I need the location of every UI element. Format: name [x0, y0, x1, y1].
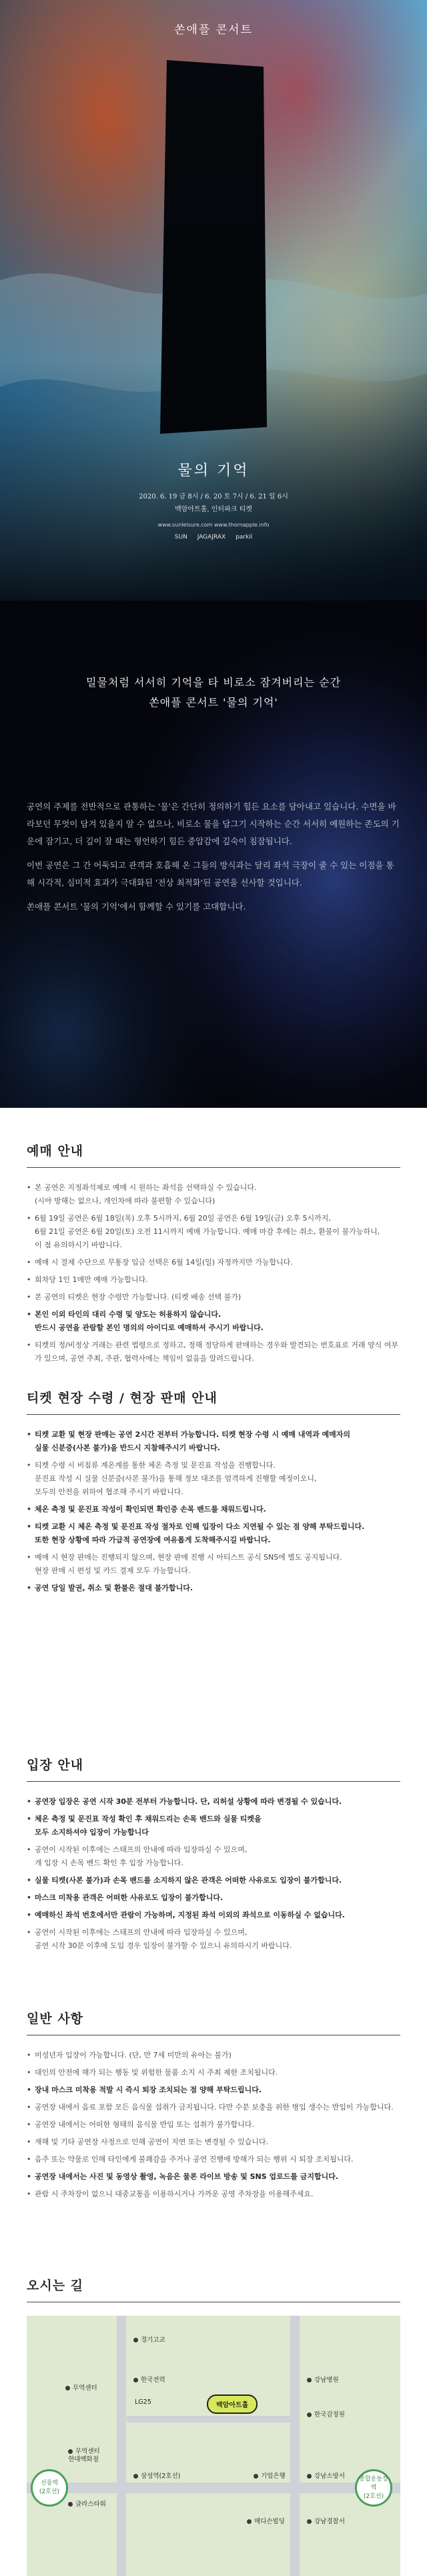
- road-side: [127, 2416, 290, 2423]
- concert-poster: [0, 0, 427, 601]
- landmark-dot-icon: [307, 2378, 312, 2382]
- landmark-dot-icon: [307, 2519, 312, 2524]
- landmark-dot-icon: [307, 2412, 312, 2417]
- reservation-list: [27, 1181, 400, 1365]
- section-title: 입장 안내: [27, 1758, 84, 1773]
- intro-paragraph: 이번 공연은 그 간 어둑되고 관객과 호흡해 온 그들의 방식과는 달리 좌석 극장이 줄 수 있는 이점을 통해 시각적, 심미적 효과가 극대화된 '전상 최적화'된 공연을 선사할 것입니다.: [27, 860, 394, 888]
- intro-paragraph: 공연의 주제를 전반적으로 관통하는 '물'은 간단히 정의하기 힘든 요소를 담아내고 있습니다. 수면을 바라보던 무엇이 담겨 있을지 알 수 없으나, 비로소 물을 담그기 시작하는 순간 서서히 예원하는 존도의 기운에 잠기고, 더 깊이 잘 때는 형언하기 힘든 중압감에 깊숙이 침잠됩니다.: [27, 801, 400, 846]
- intro-headline-line: 쏜애플 콘서트 '물의 기억': [149, 696, 278, 709]
- ticket-section: [0, 1368, 427, 1728]
- notice-item: • 티켓 수령 시 비침류 계온계를 통한 체온 측정 및 문진표 작성을 진행합니다. 문진표 작성 시 실물 신분증(사본 불가)을 통해 정보 대조를 엄격하게 진행할 예정이오니, 모두의 안전을 위하여 협조해 주시기 바랍니다.: [27, 1459, 400, 1499]
- notice-item: • 회차당 1인 1매만 예매 가능합니다.: [27, 1273, 400, 1287]
- entry-list: [27, 1795, 400, 1953]
- map-landmark: 무역센터: [65, 2382, 97, 2392]
- map-landmark: 무역센터 현대백화점: [68, 2448, 100, 2463]
- notice-item: • 공연이 시작된 이후에는 스태프의 안내에 따라 입장하실 수 있으며, 개 입장 시 손목 밴드 확인 후 입장 가능합니다.: [27, 1843, 400, 1870]
- notice-item: • 미성년자 입장이 가능합니다. (단, 만 7세 미만의 유아는 불가): [27, 2049, 400, 2062]
- map-landmark: 강남경찰서: [307, 2516, 345, 2525]
- intro-body: [27, 798, 400, 916]
- landmark-dot-icon: [133, 2474, 138, 2479]
- section-divider: [27, 1781, 400, 1782]
- map-landmark: 한국감정원: [307, 2409, 345, 2419]
- section-title: 일반 사항: [27, 2011, 84, 2026]
- notice-item: • 예매 시 결제 수단으로 무통장 입금 선택은 6월 14일(일) 자정까지만 가능합니다.: [27, 1256, 400, 1269]
- sponsor-logos: [0, 534, 427, 541]
- landmark-dot-icon: [68, 2502, 73, 2507]
- landmark-dot-icon: [133, 2338, 138, 2342]
- map-landmark: 메디슨빌딩: [247, 2516, 285, 2525]
- notice-item: • 공연장 내에서 음료 포함 모든 음식물 섭취가 금지됩니다. 다만 수분 보충을 위한 병입 생수는 반입이 가능합니다.: [27, 2101, 400, 2114]
- notice-item: • 공연장 내에서는 어떠한 형태의 음식물 반입 또는 섭취가 불가합니다.: [27, 2118, 400, 2132]
- landmark-dot-icon: [133, 2378, 138, 2382]
- sports-complex-station-marker[interactable]: 종합운동장역 (2호선): [355, 2469, 392, 2507]
- general-section: [0, 1982, 427, 2256]
- notice-item: • 실물 티켓(사본 불가)과 손목 밴드를 소지하지 않은 관객은 어떠한 사유로도 입장이 불가합니다.: [27, 1874, 400, 1887]
- section-title: 티켓 현장 수령 / 현장 판매 안내: [27, 1391, 218, 1405]
- sponsor-logo: parkil: [236, 534, 253, 541]
- notice-item: • 공연장 입장은 공연 시작 30분 전부터 가능합니다. 단, 리허설 상황에 따라 변경될 수 있습니다.: [27, 1795, 400, 1809]
- landmark-dot-icon: [254, 2474, 258, 2479]
- sponsor-logo: JAGAJRAX: [197, 534, 226, 541]
- notice-item: • 재해 및 기타 공연장 사정으로 인해 공연이 지연 또는 변경될 수 있습니다.: [27, 2136, 400, 2149]
- notice-item: • 티켓의 정/비정상 거래는 관련 법령으로 정하고, 정해 정당하게 판매하는 경우와 발견되는 번호표로 거래 양식 여부가 있으며, 공연 주최, 주관, 협력사에는 책임이 없음을 알려드립니다.: [27, 1339, 400, 1365]
- landmark-dot-icon: [307, 2474, 312, 2479]
- section-title: 예매 안내: [27, 1144, 84, 1159]
- section-title: 오시는 길: [27, 2278, 84, 2293]
- notice-item: • 음주 또는 약물로 인해 타인에게 불쾌감을 주거나 공연 진행에 방해가 되는 행위 시 퇴장 조치됩니다.: [27, 2153, 400, 2166]
- notice-item: • 본 공연은 지정좌석제로 예매 시 원하는 좌석을 선택하실 수 있습니다. (시야 방해는 없으나, 개인차에 따라 불편할 수 있습니다): [27, 1181, 400, 1208]
- map-landmark: 삼성역(2호선): [133, 2471, 180, 2480]
- landmark-dot-icon: [247, 2519, 252, 2524]
- intro-paragraph: 쏜애플 콘서트 '물의 기억'에서 함께할 수 있기를 고대합니다.: [27, 902, 246, 912]
- poster-venue: 백암아트홀, 인터파크 티켓: [175, 506, 252, 513]
- poster-header-title: 쏜애플 콘서트: [174, 23, 253, 37]
- landmark-dot-icon: [68, 2449, 73, 2454]
- intro-headline-line: 밀물처럼 서서히 기억을 타 비로소 잠겨버리는 순간: [85, 676, 342, 689]
- map-landmark: 경기고교: [133, 2334, 165, 2344]
- map-landmark: 기업은행: [254, 2471, 286, 2480]
- sponsor-logo: SUN: [174, 534, 187, 541]
- notice-item: • 체온 측정 및 문진표 작성 확인 후 채워드리는 손목 밴드와 실물 티켓을 모두 소지하셔야 입장이 가능합니다: [27, 1813, 400, 1839]
- map-landmark: LG25: [135, 2398, 151, 2406]
- road-main: [27, 2483, 400, 2493]
- notice-item: • 예매하신 좌석 번호에서만 관람이 가능하며, 지정된 좌석 이외의 좌석으로 이동하실 수 없습니다.: [27, 1909, 400, 1922]
- intro-headline: [0, 673, 427, 713]
- notice-item: • 마스크 미착용 관객은 어떠한 사유로도 입장이 불가합니다.: [27, 1891, 400, 1905]
- notice-item: • 대인의 안전에 해가 되는 행동 및 위험한 물품 소지 시 주최 제한 조치됩니다.: [27, 2066, 400, 2079]
- directions-section: [0, 2256, 427, 2576]
- venue-marker[interactable]: 백암아트홀: [207, 2394, 258, 2414]
- notice-item: • 공연 당일 발권, 취소 및 환불은 절대 불가합니다.: [27, 1582, 400, 1595]
- notice-item: • 공연장 내에서는 사진 및 동영상 촬영, 녹음은 물론 라이브 방송 및 SNS 업로드를 금지합니다.: [27, 2170, 400, 2184]
- landmark-dot-icon: [65, 2386, 70, 2390]
- directions-map[interactable]: [27, 2316, 400, 2576]
- seolleung-station-marker[interactable]: 선릉역 (2호선): [31, 2469, 68, 2507]
- notice-item: • 본인 이외 타인의 대리 수령 및 양도는 허용하지 않습니다. 반드시 공연을 관람할 본인 명의의 아이디로 예매하셔 주시기 바랍니다.: [27, 1308, 400, 1335]
- general-list: [27, 2049, 400, 2201]
- poster-credits: www.sunleisure.com www.thornapple.info: [157, 522, 270, 528]
- notice-item: • 티켓 교환 시 체온 측정 및 문진표 작성 절차로 인해 입장이 다소 지연될 수 있는 점 양해 부탁드립니다. 또한 현장 상황에 따라 가급적 공연장에 여유롭게 도착해주시길 바랍니다.: [27, 1520, 400, 1547]
- notice-item: • 본 공연의 티켓은 현장 수령만 가능합니다. (티켓 배송 선택 불가): [27, 1291, 400, 1304]
- notice-item: • 티켓 교환 및 현장 판매는 공연 2시간 전부터 가능합니다. 티켓 현장 수령 시 예매 내역과 예매자의 실물 신분증(사본 불가)을 반드시 지참해주시기 바랍니다.: [27, 1428, 400, 1455]
- notice-item: • 공연이 시작된 이후에는 스태프의 안내에 따라 입장하실 수 있으며, 공연 시작 30분 이후에 도입 경우 입장이 불가할 수 있으니 유의하시기 바랍니다.: [27, 1926, 400, 1953]
- reservation-section: [0, 1108, 427, 1368]
- entry-section: [0, 1728, 427, 1982]
- ticket-list: [27, 1428, 400, 1595]
- notice-item: • 예매 시 현장 판매는 진행되지 않으며, 현장 판매 진행 시 아티스트 공식 SNS에 별도 공지됩니다. 현장 판매 시 편성 및 카드 결제 모두 가능합니다.: [27, 1551, 400, 1578]
- map-landmark: 한국전력: [133, 2374, 165, 2384]
- poster-title: 물의 기억: [177, 462, 250, 479]
- notice-item: • 장내 마스크 미착용 적발 시 즉시 퇴장 조치되는 점 양해 부탁드립니다.: [27, 2083, 400, 2097]
- intro-section: [0, 601, 427, 1108]
- map-landmark: 글라스타워: [68, 2499, 106, 2508]
- notice-item: • 관람 시 주차장이 없으니 대중교통을 이용하시거나 가까운 공영 주차장을 이용해주세요.: [27, 2188, 400, 2201]
- map-landmark: 강남병원: [307, 2374, 339, 2384]
- section-divider: [27, 1414, 400, 1415]
- section-divider: [27, 1167, 400, 1168]
- map-landmark: 강남소방서: [307, 2471, 345, 2480]
- notice-item: • 6월 19일 공연은 6월 18일(목) 오후 5시까지, 6월 20일 공연은 6월 19일(금) 오후 5시까지, 6월 21일 공연은 6월 20일(토) 오전 11시까지 예매 가능합니다. 예매 마감 후에는 취소, 환불이 불가능하니, 이 점 유의하시기 바랍니다.: [27, 1212, 400, 1252]
- road-vertical: [117, 2316, 126, 2576]
- poster-schedule: 2020. 6. 19 금 8시 / 6. 20 토 7시 / 6. 21 일 6시: [139, 493, 288, 501]
- road-vertical: [290, 2316, 300, 2576]
- notice-item: • 체온 측정 및 문진표 작성이 확인되면 확인증 손목 밴드를 채워드립니다.: [27, 1503, 400, 1516]
